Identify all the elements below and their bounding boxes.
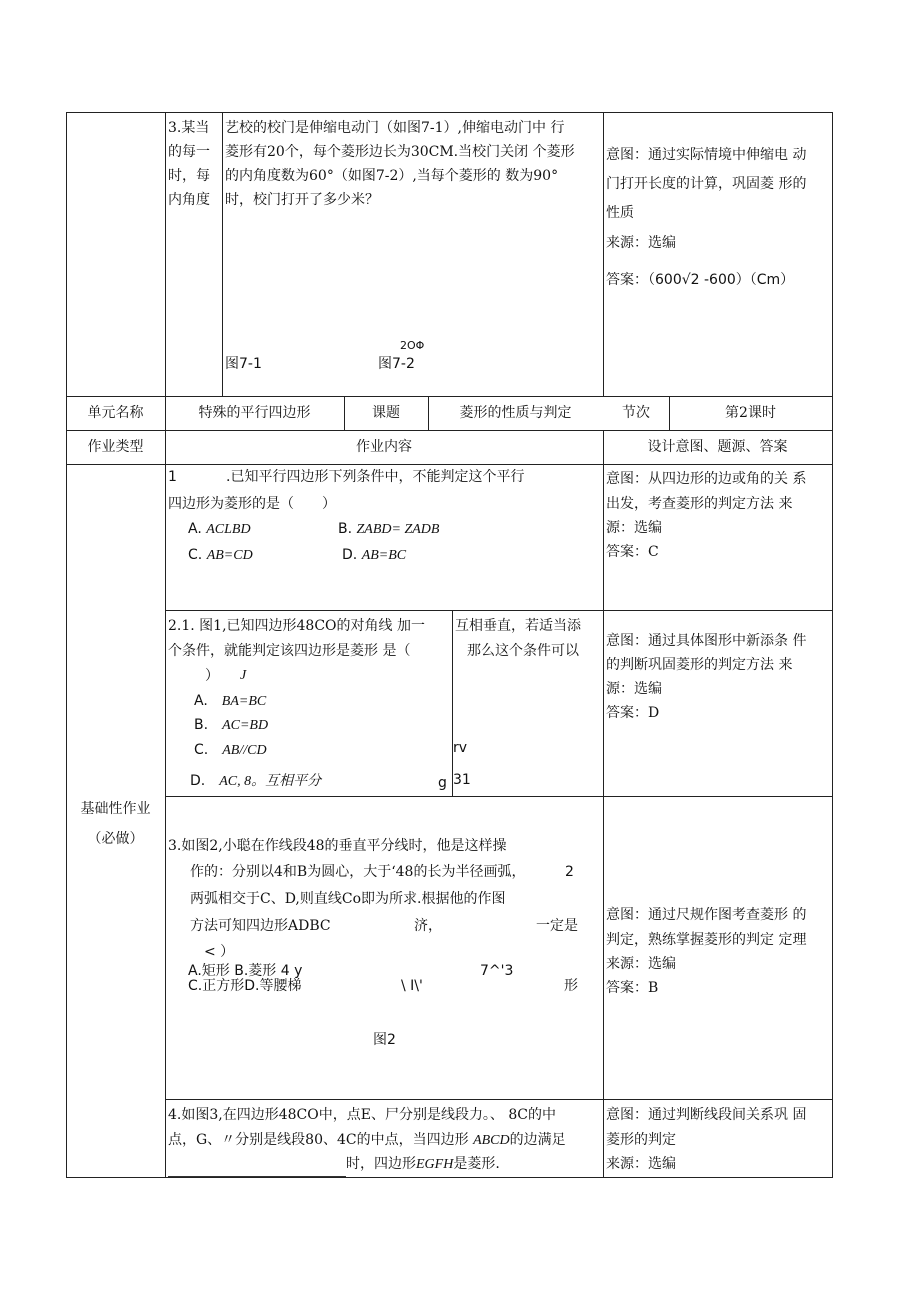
q2-figure-label: rv xyxy=(453,740,468,756)
q4-text: 点，G、〃分别是线段80、4C的中点，当四边形 ABCD的边满足 xyxy=(168,1132,566,1148)
row0-left-line: 的每一 xyxy=(168,144,210,160)
q2-text: 个条件，就能判定该四边形是菱形 是（ xyxy=(168,643,411,659)
q3-text: < ） xyxy=(204,944,235,960)
q2-text: J xyxy=(240,668,247,683)
q3-text: 作的：分别以4和B为圆心，大于‘48的长为半径画弧， xyxy=(190,864,526,880)
q1-text: 四边形为菱形的是（ ） xyxy=(168,496,336,512)
lesson-label: 课题 xyxy=(372,405,400,421)
category-line: （必做） xyxy=(87,831,144,847)
q1-option-d: D. AB=BC xyxy=(342,547,407,563)
design-line: 意图：通过判断线段间关系巩 固 xyxy=(606,1107,807,1123)
category-line: 基础性作业 xyxy=(80,801,151,817)
design-line: 的判断巩固菱形的判定方法 来 xyxy=(606,657,793,673)
figure-label-small: 2OΦ xyxy=(400,339,425,352)
content-label: 作业内容 xyxy=(356,439,412,455)
question-line: 菱形有20个，每个菱形边长为30CM.当校门关闭 个菱形 xyxy=(225,144,575,160)
answer-blank[interactable] xyxy=(168,1160,346,1177)
design-line: 意图：通过具体图形中新添条 件 xyxy=(606,633,807,649)
design-line: 来源：选编 xyxy=(606,235,676,251)
design-line: 来源：选编 xyxy=(606,1156,676,1172)
figure-caption-7-1: 图7-1 xyxy=(225,356,262,372)
unit-value: 特殊的平行四边形 xyxy=(198,405,311,421)
figure-caption-2: 图2 xyxy=(373,1032,396,1048)
q2-mid-text: 那么这个条件可以 xyxy=(467,643,579,659)
q1-text: .已知平行四边形下列条件中，不能判定这个平行 xyxy=(226,469,525,485)
q3-figure-label: \ I\' xyxy=(401,978,423,994)
row0-left-line: 时，每 xyxy=(168,168,210,184)
q3-figure-label: 7^'3 xyxy=(480,963,514,979)
q2-figure-label: 31 xyxy=(453,772,471,788)
design-line: 判定，熟练掌握菱形的判定 定理 xyxy=(606,932,807,948)
design-label: 设计意图、题源、答案 xyxy=(647,439,788,455)
question-line: 的内角度数为60°（如图7-2）,当每个菱形的 数为90° xyxy=(225,168,559,184)
row0-left-line: 3.某当 xyxy=(168,120,210,136)
design-line: 性质 xyxy=(606,205,634,221)
answer-line: 答案：（600√2 -600）（Cm） xyxy=(606,272,795,288)
design-line: 意图：通过尺规作图考查菱形 的 xyxy=(606,907,807,923)
q2-mid-text: 互相垂直，若适当添 xyxy=(455,618,581,634)
q3-text: 方法可知四边形ADBC xyxy=(190,918,331,934)
q3-figure-label: 2 xyxy=(565,864,574,880)
question-line: 时，校门打开了多少米？ xyxy=(225,192,379,208)
q3-text: 两弧相交于C、D,则直线Co即为所求.根据他的作图 xyxy=(190,891,506,907)
q1-option-c: C. AB=CD xyxy=(188,547,253,563)
q4-text: 时，四边形EGFH是菱形. xyxy=(168,1152,500,1177)
lesson-value: 菱形的性质与判定 xyxy=(459,405,572,421)
q2-figure-label: g xyxy=(438,775,447,791)
q1-number: 1 xyxy=(168,469,177,485)
answer-line: 答案：D xyxy=(606,705,660,721)
q2-text: ） xyxy=(205,668,219,684)
type-label: 作业类型 xyxy=(87,439,144,455)
q2-text: 2.1. 图1,已知四边形48CO的对角线 加一 xyxy=(168,618,425,634)
design-line: 源：选编 xyxy=(606,520,662,536)
q2-option-b: B. AC=BD xyxy=(194,717,269,733)
q1-option-b: B. ZABD= ZADB xyxy=(338,521,440,537)
unit-label: 单元名称 xyxy=(87,405,144,421)
q3-text: 一定是 xyxy=(536,918,578,934)
design-line: 源：选编 xyxy=(606,681,662,697)
figure-caption-7-2: 图7-2 xyxy=(378,356,415,372)
q2-option-a: A. BA=BC xyxy=(194,693,267,709)
answer-line: 答案：B xyxy=(606,980,659,996)
design-line: 来源：选编 xyxy=(606,956,676,972)
design-line: 出发，考查菱形的判定方法 来 xyxy=(606,496,793,512)
design-line: 门打开长度的计算，巩固菱 形的 xyxy=(606,176,807,192)
answer-line: 答案：C xyxy=(606,544,659,560)
period-label: 节次 xyxy=(622,405,650,421)
q3-text: 3.如图2,小聪在作线段48的垂直平分线时，他是这样操 xyxy=(168,838,507,854)
q2-option-c: C. AB//CD xyxy=(194,742,267,758)
q2-option-d: D. AC, 8。互相平分 xyxy=(190,773,322,789)
q4-text: 4.如图3,在四边形48CO中，点E、尸分别是线段力。、 8C的中 xyxy=(168,1107,557,1123)
q3-text: 济， xyxy=(414,918,442,934)
q3-text: 形 xyxy=(564,978,578,994)
question-line: 艺校的校门是伸缩电动门（如图7-1）,伸缩电动门中 行 xyxy=(225,120,565,136)
period-value: 第2课时 xyxy=(725,405,776,421)
q3-options-cd: C.正方形D.等腰梯 xyxy=(188,978,302,994)
row0-left-line: 内角度 xyxy=(168,192,210,208)
design-line: 菱形的判定 xyxy=(606,1132,676,1148)
design-line: 意图：从四边形的边或角的关 系 xyxy=(606,471,807,487)
q3-options-ab: A.矩形 B.菱形 4 y xyxy=(188,963,303,979)
design-line: 意图：通过实际情境中伸缩电 动 xyxy=(606,147,807,163)
q1-option-a: A. ACLBD xyxy=(188,521,251,537)
